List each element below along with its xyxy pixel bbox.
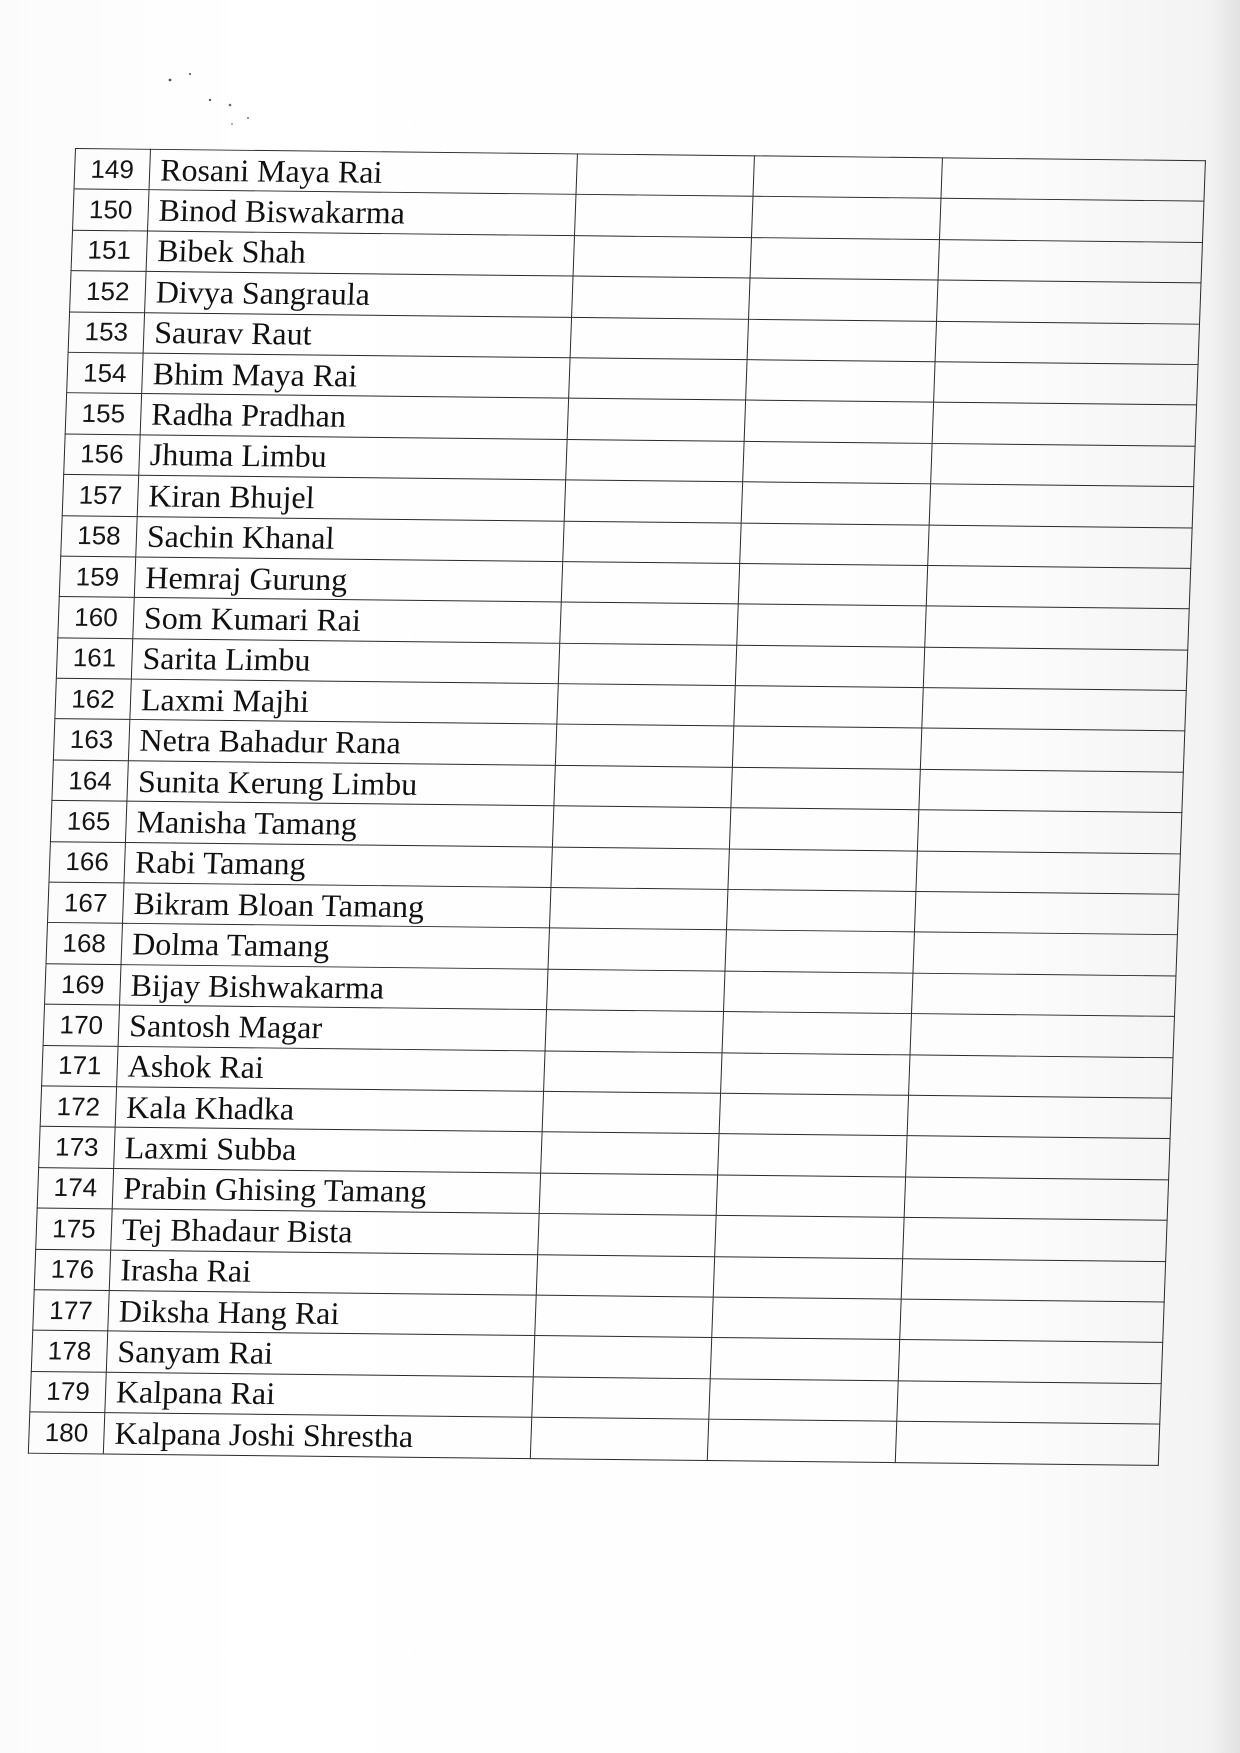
serial-number-cell: 178	[31, 1330, 107, 1372]
person-name-cell: Kalpana Joshi Shrestha	[103, 1413, 531, 1458]
serial-number-cell: 158	[61, 515, 137, 557]
person-name-cell: Santosh Magar	[118, 1005, 546, 1050]
blank-cell	[722, 1012, 911, 1055]
blank-cell	[728, 849, 917, 892]
blank-cell	[725, 930, 914, 973]
blank-cell	[547, 969, 725, 1012]
person-name-cell: Jhuma Limbu	[139, 435, 567, 480]
blank-cell	[532, 1377, 710, 1420]
blank-cell	[709, 1379, 898, 1422]
roster-table	[28, 148, 1206, 1465]
serial-number-cell: 177	[33, 1290, 109, 1332]
blank-cell	[751, 197, 940, 240]
blank-cell	[749, 278, 938, 321]
blank-cell	[719, 1093, 908, 1136]
person-name-cell: Kalpana Rai	[105, 1372, 533, 1417]
blank-cell	[716, 1175, 905, 1218]
blank-cell	[713, 1256, 902, 1299]
serial-number-cell: 171	[42, 1045, 118, 1087]
roster-table-wrapper	[28, 148, 1205, 1465]
serial-number-cell: 163	[53, 719, 129, 761]
person-name-cell: Kiran Bhujel	[137, 475, 565, 520]
blank-cell	[569, 358, 747, 401]
blank-cell	[734, 686, 923, 729]
blank-cell	[897, 1381, 1161, 1425]
blank-cell	[544, 1051, 722, 1094]
blank-cell	[715, 1216, 904, 1259]
serial-number-cell: 164	[52, 760, 128, 802]
blank-cell	[904, 1177, 1168, 1221]
serial-number-cell: 169	[45, 964, 121, 1006]
person-name-cell: Hemraj Gurung	[134, 557, 562, 602]
blank-cell	[753, 156, 942, 199]
person-name-cell: Divya Sangraula	[145, 272, 573, 317]
person-name-cell: Netra Bahadur Rana	[128, 720, 556, 765]
serial-number-cell: 152	[70, 271, 146, 313]
blank-cell	[576, 154, 754, 197]
serial-number-cell: 160	[58, 597, 134, 639]
blank-cell	[545, 1010, 723, 1053]
blank-cell	[926, 565, 1190, 609]
scan-specks	[160, 60, 280, 140]
person-name-cell: Sanyam Rai	[106, 1331, 534, 1376]
person-name-cell: Saurav Raut	[143, 312, 571, 357]
blank-cell	[707, 1419, 896, 1462]
serial-number-cell: 175	[36, 1208, 112, 1250]
person-name-cell: Bibek Shah	[146, 231, 574, 276]
person-name-cell: Irasha Rai	[109, 1250, 537, 1295]
blank-cell	[729, 808, 918, 851]
serial-number-cell: 155	[65, 393, 141, 435]
blank-cell	[563, 521, 741, 564]
serial-number-cell: 162	[55, 678, 131, 720]
person-name-cell: Dolma Tamang	[121, 924, 549, 969]
blank-cell	[743, 441, 932, 484]
blank-cell	[712, 1297, 901, 1340]
blank-cell	[536, 1254, 714, 1297]
blank-cell	[560, 602, 738, 645]
blank-cell	[557, 684, 735, 727]
blank-cell	[931, 443, 1195, 487]
person-name-cell: Diksha Hang Rai	[108, 1290, 536, 1335]
blank-cell	[916, 851, 1180, 895]
person-name-cell: Som Kumari Rai	[133, 598, 561, 643]
person-name-cell: Tej Bhadaur Bista	[111, 1209, 539, 1254]
serial-number-cell: 154	[67, 352, 143, 394]
blank-cell	[919, 769, 1183, 813]
person-name-cell: Bijay Bishwakarma	[120, 964, 548, 1009]
blank-cell	[552, 806, 730, 849]
serial-number-cell: 172	[40, 1086, 116, 1128]
blank-cell	[735, 645, 924, 688]
blank-cell	[567, 398, 745, 441]
person-name-cell: Binod Biswakarma	[148, 190, 576, 235]
blank-cell	[533, 1336, 711, 1379]
person-name-cell: Bhim Maya Rai	[142, 353, 570, 398]
person-name-cell: Laxmi Subba	[114, 1127, 542, 1172]
blank-cell	[907, 1095, 1171, 1139]
serial-number-cell: 165	[50, 801, 126, 843]
person-name-cell: Rosani Maya Rai	[149, 149, 577, 194]
blank-cell	[744, 400, 933, 443]
blank-cell	[564, 480, 742, 523]
serial-number-cell: 170	[43, 1004, 119, 1046]
blank-cell	[746, 360, 935, 403]
person-name-cell: Radha Pradhan	[140, 394, 568, 439]
blank-cell	[530, 1417, 708, 1460]
serial-number-cell: 180	[28, 1412, 104, 1454]
serial-number-cell: 174	[37, 1167, 113, 1209]
blank-cell	[710, 1338, 899, 1381]
person-name-cell: Ashok Rai	[117, 1046, 545, 1091]
serial-number-cell: 179	[30, 1371, 106, 1413]
person-name-cell: Laxmi Majhi	[130, 679, 558, 724]
blank-cell	[911, 973, 1175, 1017]
person-name-cell: Sarita Limbu	[131, 638, 559, 683]
blank-cell	[895, 1421, 1159, 1465]
person-name-cell: Sachin Khanal	[136, 516, 564, 561]
blank-cell	[718, 1134, 907, 1177]
blank-cell	[737, 604, 926, 647]
blank-cell	[900, 1299, 1164, 1343]
serial-number-cell: 173	[39, 1127, 115, 1169]
blank-cell	[750, 237, 939, 280]
blank-cell	[542, 1091, 720, 1134]
blank-cell	[898, 1340, 1162, 1384]
person-name-cell: Prabin Ghising Tamang	[112, 1168, 540, 1213]
blank-cell	[923, 647, 1187, 691]
blank-cell	[922, 688, 1186, 732]
serial-number-cell: 166	[49, 841, 125, 883]
blank-cell	[914, 891, 1178, 935]
person-name-cell: Sunita Kerung Limbu	[127, 761, 555, 806]
person-name-cell: Bikram Bloan Tamang	[122, 883, 550, 928]
blank-cell	[539, 1173, 717, 1216]
blank-cell	[731, 767, 920, 810]
person-name-cell: Rabi Tamang	[124, 842, 552, 887]
blank-cell	[572, 276, 750, 319]
serial-number-cell: 157	[62, 475, 138, 517]
serial-number-cell: 151	[71, 230, 147, 272]
person-name-cell: Manisha Tamang	[125, 801, 553, 846]
blank-cell	[906, 1136, 1170, 1180]
blank-cell	[535, 1295, 713, 1338]
blank-cell	[913, 932, 1177, 976]
blank-cell	[549, 888, 727, 931]
blank-cell	[928, 525, 1192, 569]
blank-cell	[934, 362, 1198, 406]
blank-cell	[551, 847, 729, 890]
blank-cell	[724, 971, 913, 1014]
serial-number-cell: 167	[47, 882, 123, 924]
blank-cell	[939, 199, 1203, 243]
blank-cell	[561, 561, 739, 604]
serial-number-cell: 176	[34, 1249, 110, 1291]
blank-cell	[935, 321, 1199, 365]
serial-number-cell: 150	[73, 189, 149, 231]
serial-number-cell: 161	[56, 638, 132, 680]
blank-cell	[570, 317, 748, 360]
serial-number-cell: 149	[74, 148, 150, 190]
serial-number-cell: 153	[68, 312, 144, 354]
blank-cell	[929, 484, 1193, 528]
roster-body	[28, 148, 1205, 1464]
page-edge-shadow	[1210, 0, 1240, 1753]
blank-cell	[917, 810, 1181, 854]
blank-cell	[558, 643, 736, 686]
blank-cell	[566, 439, 744, 482]
blank-cell	[726, 889, 915, 932]
blank-cell	[925, 606, 1189, 650]
blank-cell	[732, 726, 921, 769]
serial-number-cell: 168	[46, 923, 122, 965]
blank-cell	[937, 280, 1201, 324]
blank-cell	[575, 195, 753, 238]
blank-cell	[541, 1132, 719, 1175]
blank-cell	[903, 1218, 1167, 1262]
blank-cell	[909, 1055, 1173, 1099]
serial-number-cell: 159	[59, 556, 135, 598]
blank-cell	[938, 239, 1202, 283]
blank-cell	[573, 235, 751, 278]
blank-cell	[920, 728, 1184, 772]
blank-cell	[747, 319, 936, 362]
blank-cell	[910, 1014, 1174, 1058]
blank-cell	[741, 482, 930, 525]
blank-cell	[941, 158, 1205, 202]
serial-number-cell: 156	[64, 434, 140, 476]
blank-cell	[932, 402, 1196, 446]
blank-cell	[738, 563, 927, 606]
blank-cell	[554, 765, 732, 808]
blank-cell	[901, 1258, 1165, 1302]
blank-cell	[555, 725, 733, 768]
blank-cell	[538, 1214, 716, 1257]
person-name-cell: Kala Khadka	[115, 1087, 543, 1132]
blank-cell	[548, 928, 726, 971]
blank-cell	[740, 523, 929, 566]
blank-cell	[721, 1052, 910, 1095]
